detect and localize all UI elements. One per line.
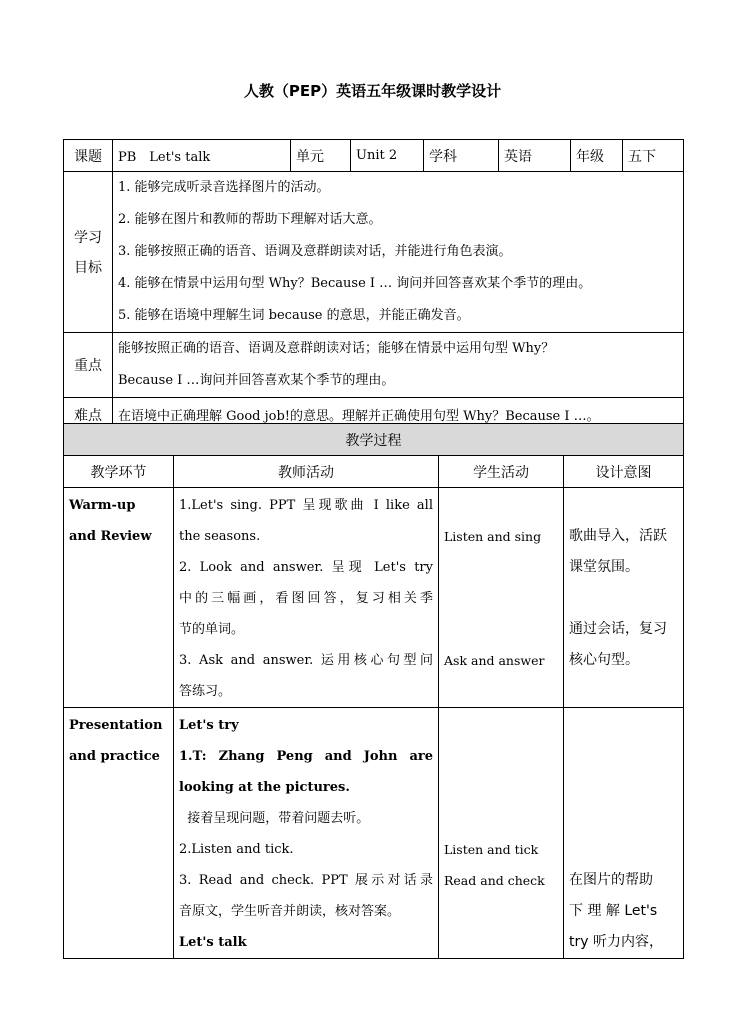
warmup-stage-line-2: and Review [69, 529, 152, 544]
goals-label-line-2: 目标 [74, 260, 102, 276]
teacher-line: Let's talk [179, 935, 247, 950]
goal-item: 5. 能够在语境中理解生词 because 的意思，并能正确发音。 [118, 308, 470, 323]
teacher-line: looking at the pictures. [179, 780, 350, 795]
info-row [64, 140, 684, 172]
goals-content [113, 172, 684, 333]
teacher-line: 3. Ask and answer. 运用核心句型问 [179, 653, 433, 668]
intent-line: try 听力内容， [569, 934, 663, 950]
subject-value: 英语 [499, 140, 571, 172]
teacher-line: 1.Let's sing. PPT 呈现歌曲 I like all [179, 498, 433, 513]
teacher-line: 节的单词。 [179, 622, 245, 637]
goals-label [64, 172, 113, 333]
process-table [63, 423, 684, 959]
lesson-label: 课题 [64, 140, 113, 172]
page-title: 人教（PEP）英语五年级课时教学设计 [243, 82, 502, 100]
goal-item: 4. 能够在情景中运用句型 Why？Because I … 询问并回答喜欢某个季节的理由。 [118, 276, 592, 291]
presentation-teacher [174, 708, 439, 959]
unit-label: 单元 [291, 140, 351, 172]
goal-item: 1. 能够完成听录音选择图片的活动。 [118, 180, 330, 195]
teacher-line: 1.T: Zhang Peng and John are [179, 749, 433, 764]
header-stage: 教学环节 [64, 456, 174, 488]
key-points-line-1: 能够按照正确的语音、语调及意群朗读对话；能够在情景中运用句型 Why？ [118, 341, 555, 356]
process-banner: 教学过程 [64, 424, 684, 456]
presentation-stage [64, 708, 174, 959]
teacher-line: Let's try [179, 718, 239, 733]
warmup-stage [64, 488, 174, 708]
teacher-line: 中的三幅画，看图回答，复习相关季 [179, 591, 433, 606]
student-line: Ask and answer [444, 653, 545, 668]
goal-item: 2. 能够在图片和教师的帮助下理解对话大意。 [118, 212, 382, 227]
presentation-student [439, 708, 564, 959]
goals-row [64, 172, 684, 333]
intent-line: 课堂氛围。 [569, 559, 639, 575]
warmup-row [64, 488, 684, 708]
key-points-label: 重点 [64, 333, 113, 398]
process-header-row [64, 456, 684, 488]
difficulties-content: 在语境中正确理解 Good job!的意思。理解并正确使用句型 Why？Because I …。 [113, 398, 684, 432]
lesson-value: PB Let's talk [113, 140, 291, 172]
difficulties-label: 难点 [64, 398, 113, 432]
presentation-row [64, 708, 684, 959]
warmup-stage-line-1: Warm-up [69, 498, 136, 513]
teacher-line: 音原文，学生听音并朗读，核对答案。 [179, 904, 401, 919]
header-student: 学生活动 [439, 456, 564, 488]
header-teacher: 教师活动 [174, 456, 439, 488]
header-intent: 设计意图 [564, 456, 684, 488]
process-banner-row [64, 424, 684, 456]
goal-item: 3. 能够按照正确的语音、语调及意群朗读对话，并能进行角色表演。 [118, 244, 512, 259]
teacher-line: 接着呈现问题，带着问题去听。 [179, 811, 370, 826]
intent-line: 下 理 解 Let's [569, 903, 658, 919]
info-table [63, 139, 684, 432]
intent-line: 核心句型。 [569, 652, 639, 668]
teacher-line: 答练习。 [179, 684, 232, 699]
student-line: Listen and tick [444, 842, 539, 857]
key-points-line-2: Because I …询问并回答喜欢某个季节的理由。 [118, 373, 395, 388]
teacher-line: the seasons. [179, 529, 261, 544]
warmup-intent [564, 488, 684, 708]
key-points-row [64, 333, 684, 398]
intent-line: 歌曲导入，活跃 [569, 528, 667, 544]
grade-label: 年级 [571, 140, 623, 172]
goals-label-line-1: 学习 [74, 230, 102, 246]
teacher-line: 2.Listen and tick. [179, 842, 294, 857]
unit-value: Unit 2 [351, 140, 424, 172]
intent-line: 通过会话，复习 [569, 621, 667, 637]
key-points-content [113, 333, 684, 398]
teacher-line: 2. Look and answer. 呈现 Let's try [179, 560, 433, 575]
teacher-line: 3. Read and check. PPT 展示对话录 [179, 873, 433, 888]
warmup-student [439, 488, 564, 708]
student-line: Read and check [444, 873, 545, 888]
subject-label: 学科 [424, 140, 499, 172]
grade-value: 五下 [623, 140, 684, 172]
presentation-stage-line-2: and practice [69, 749, 160, 764]
student-line: Listen and sing [444, 529, 542, 544]
presentation-stage-line-1: Presentation [69, 718, 163, 733]
warmup-teacher [174, 488, 439, 708]
intent-line: 在图片的帮助 [569, 872, 653, 888]
presentation-intent [564, 708, 684, 959]
